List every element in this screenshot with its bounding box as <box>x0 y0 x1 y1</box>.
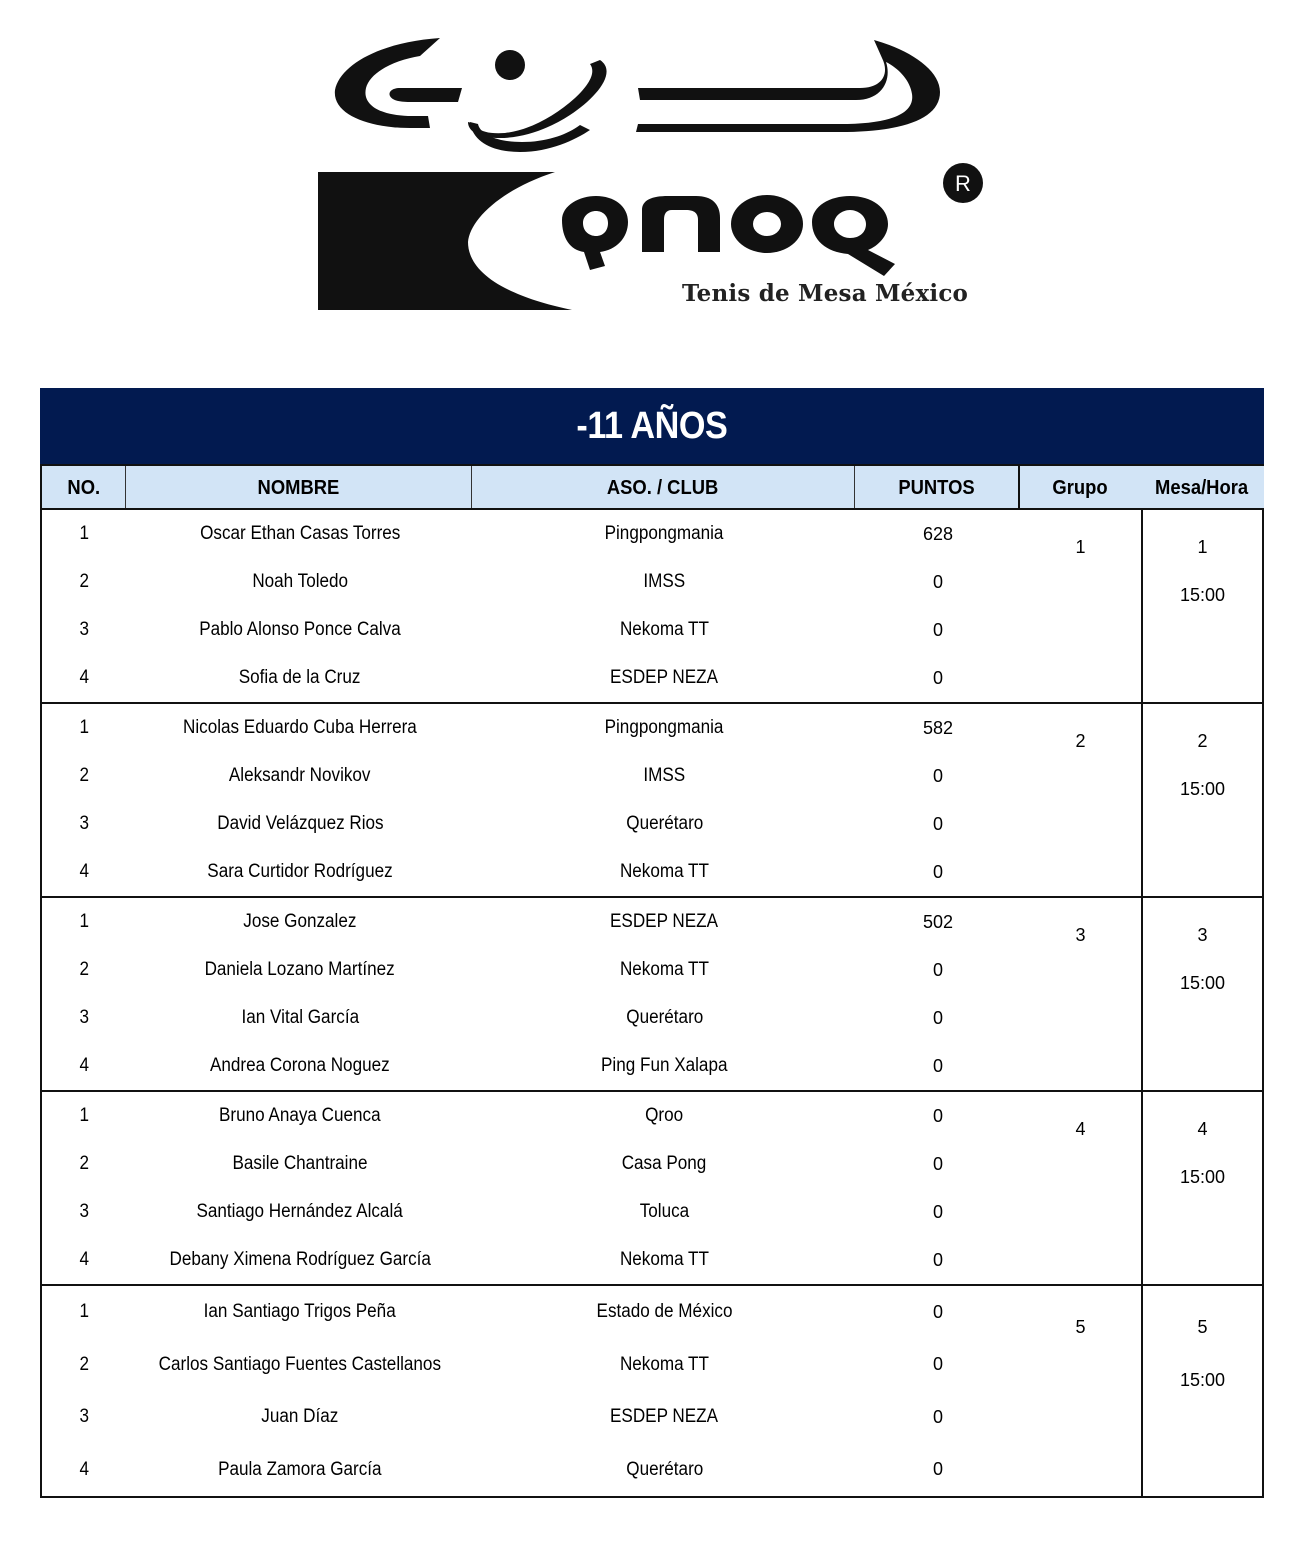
player-name: Juan Díaz <box>261 1406 339 1428</box>
player-points: 582 <box>922 717 954 738</box>
player-club: Casa Pong <box>622 1153 707 1174</box>
player-no: 4 <box>79 1458 90 1480</box>
player-points: 0 <box>932 667 943 688</box>
player-no: 1 <box>79 911 90 932</box>
svg-text:R: R <box>955 171 971 196</box>
table-time-cell <box>1141 704 1264 896</box>
player-name: Noah Toledo <box>252 571 348 592</box>
group-block-5 <box>40 1286 1264 1498</box>
player-club: Querétaro <box>625 1007 703 1028</box>
player-name: Paula Zamora García <box>218 1458 382 1480</box>
player-club: Estado de México <box>596 1301 733 1323</box>
player-name: Andrea Corona Noguez <box>210 1055 390 1076</box>
player-club: Nekoma TT <box>619 959 710 980</box>
player-club: ESDEP NEZA <box>610 1406 719 1428</box>
group-block-1 <box>40 510 1264 704</box>
player-points: 0 <box>932 1201 943 1222</box>
table-header-row <box>40 464 1264 510</box>
player-name: Aleksandr Novikov <box>229 765 371 786</box>
column-header-group: Grupo <box>1018 466 1140 508</box>
match-time: 15:00 <box>1179 1370 1226 1390</box>
match-time: 15:00 <box>1179 585 1226 605</box>
table-row <box>42 1236 1020 1284</box>
table-row <box>42 848 1020 896</box>
player-no: 1 <box>79 717 90 738</box>
column-header-no: NO. <box>40 466 125 508</box>
player-no: 2 <box>79 765 90 786</box>
table-row <box>42 1444 1020 1497</box>
group-block-4 <box>40 1092 1264 1286</box>
player-points: 0 <box>932 571 943 592</box>
player-club: Nekoma TT <box>619 1249 710 1270</box>
player-no: 3 <box>79 1201 90 1222</box>
player-name: Nicolas Eduardo Cuba Herrera <box>183 717 417 738</box>
player-club: Pingpongmania <box>605 717 724 738</box>
player-points: 0 <box>932 1301 943 1322</box>
table-row <box>42 898 1020 946</box>
table-row <box>42 946 1020 994</box>
player-points: 0 <box>932 765 943 786</box>
table-time-cell <box>1141 898 1264 1090</box>
player-no: 2 <box>79 1353 90 1375</box>
player-no: 3 <box>79 1406 90 1428</box>
group-block-3 <box>40 898 1264 1092</box>
group-number: 4 <box>1075 1119 1086 1139</box>
table-row <box>42 994 1020 1042</box>
player-no: 2 <box>79 1153 90 1174</box>
player-club: IMSS <box>643 571 686 592</box>
player-name: Ian Vital García <box>241 1007 359 1028</box>
player-club: Qroo <box>645 1105 684 1126</box>
table-number: 1 <box>1197 537 1208 557</box>
player-points: 0 <box>932 1055 943 1076</box>
player-points: 0 <box>932 1459 943 1480</box>
table-row <box>42 510 1020 558</box>
table-row <box>42 1042 1020 1090</box>
column-header-points: PUNTOS <box>854 466 1018 508</box>
category-title: -11 AÑOS <box>576 404 728 447</box>
category-title-bar <box>40 388 1264 464</box>
player-club: ESDEP NEZA <box>610 911 719 932</box>
table-number: 5 <box>1197 1317 1208 1337</box>
player-no: 4 <box>79 861 90 882</box>
player-points: 0 <box>932 813 943 834</box>
table-time-cell <box>1141 1092 1264 1284</box>
player-name: Bruno Anaya Cuenca <box>219 1105 381 1126</box>
player-points: 0 <box>932 1105 943 1126</box>
group-number: 5 <box>1075 1317 1086 1337</box>
player-club: Pingpongmania <box>605 523 724 544</box>
player-no: 4 <box>79 1249 90 1270</box>
player-club: ESDEP NEZA <box>610 667 719 688</box>
player-points: 628 <box>922 523 954 544</box>
player-name: Debany Ximena Rodríguez García <box>169 1249 431 1270</box>
table-row <box>42 606 1020 654</box>
table-row <box>42 800 1020 848</box>
player-club: IMSS <box>643 765 686 786</box>
player-club: Nekoma TT <box>619 619 710 640</box>
table-row <box>42 704 1020 752</box>
column-header-club: ASO. / CLUB <box>471 466 854 508</box>
player-name: Santiago Hernández Alcalá <box>196 1201 404 1222</box>
player-name: Ian Santiago Trigos Peña <box>203 1301 397 1323</box>
logo-tagline: Tenis de Mesa México <box>682 280 969 307</box>
match-time: 15:00 <box>1179 779 1226 799</box>
player-points: 0 <box>932 861 943 882</box>
group-number: 3 <box>1075 925 1086 945</box>
group-number: 1 <box>1075 537 1086 557</box>
table-number: 2 <box>1197 731 1208 751</box>
player-points: 0 <box>932 1249 943 1270</box>
player-name: Carlos Santiago Fuentes Castellanos <box>158 1353 442 1375</box>
player-name: Oscar Ethan Casas Torres <box>199 523 401 544</box>
group-number: 2 <box>1075 731 1086 751</box>
group-sheet <box>40 388 1264 1498</box>
table-row <box>42 1339 1020 1392</box>
column-header-name: NOMBRE <box>125 466 471 508</box>
player-no: 1 <box>79 523 90 544</box>
player-no: 1 <box>79 1301 90 1323</box>
player-club: Ping Fun Xalapa <box>601 1055 728 1076</box>
player-no: 1 <box>79 1105 90 1126</box>
table-row <box>42 1286 1020 1339</box>
player-points: 502 <box>922 911 954 932</box>
table-row <box>42 558 1020 606</box>
table-row <box>42 1092 1020 1140</box>
table-row <box>42 752 1020 800</box>
player-club: Nekoma TT <box>619 861 710 882</box>
table-time-cell <box>1141 1286 1264 1496</box>
player-no: 4 <box>79 667 90 688</box>
player-no: 4 <box>79 1055 90 1076</box>
table-number: 3 <box>1197 925 1208 945</box>
player-points: 0 <box>932 1406 943 1427</box>
player-name: Sara Curtidor Rodríguez <box>207 861 393 882</box>
match-time: 15:00 <box>1179 1167 1226 1187</box>
table-row <box>42 1140 1020 1188</box>
player-club: Nekoma TT <box>619 1353 710 1375</box>
player-no: 3 <box>79 619 90 640</box>
player-name: Pablo Alonso Ponce Calva <box>199 619 401 640</box>
player-name: David Velázquez Rios <box>216 813 384 834</box>
table-row <box>42 1188 1020 1236</box>
group-block-2 <box>40 704 1264 898</box>
player-points: 0 <box>932 1153 943 1174</box>
table-number: 4 <box>1197 1119 1208 1139</box>
player-name: Basile Chantraine <box>232 1153 368 1174</box>
table-row <box>42 654 1020 702</box>
player-points: 0 <box>932 959 943 980</box>
player-name: Daniela Lozano Martínez <box>204 959 396 980</box>
player-points: 0 <box>932 1007 943 1028</box>
player-no: 2 <box>79 959 90 980</box>
column-header-table-time: Mesa/Hora <box>1155 476 1249 499</box>
player-name: Jose Gonzalez <box>243 911 357 932</box>
table-time-cell <box>1141 510 1264 702</box>
player-club: Querétaro <box>625 813 703 834</box>
player-club: Querétaro <box>625 1458 703 1480</box>
player-no: 3 <box>79 813 90 834</box>
player-club: Toluca <box>639 1201 690 1222</box>
player-points: 0 <box>932 619 943 640</box>
table-row <box>42 1391 1020 1444</box>
player-name: Sofia de la Cruz <box>239 667 361 688</box>
match-time: 15:00 <box>1179 973 1226 993</box>
player-no: 2 <box>79 571 90 592</box>
player-points: 0 <box>932 1354 943 1375</box>
player-no: 3 <box>79 1007 90 1028</box>
